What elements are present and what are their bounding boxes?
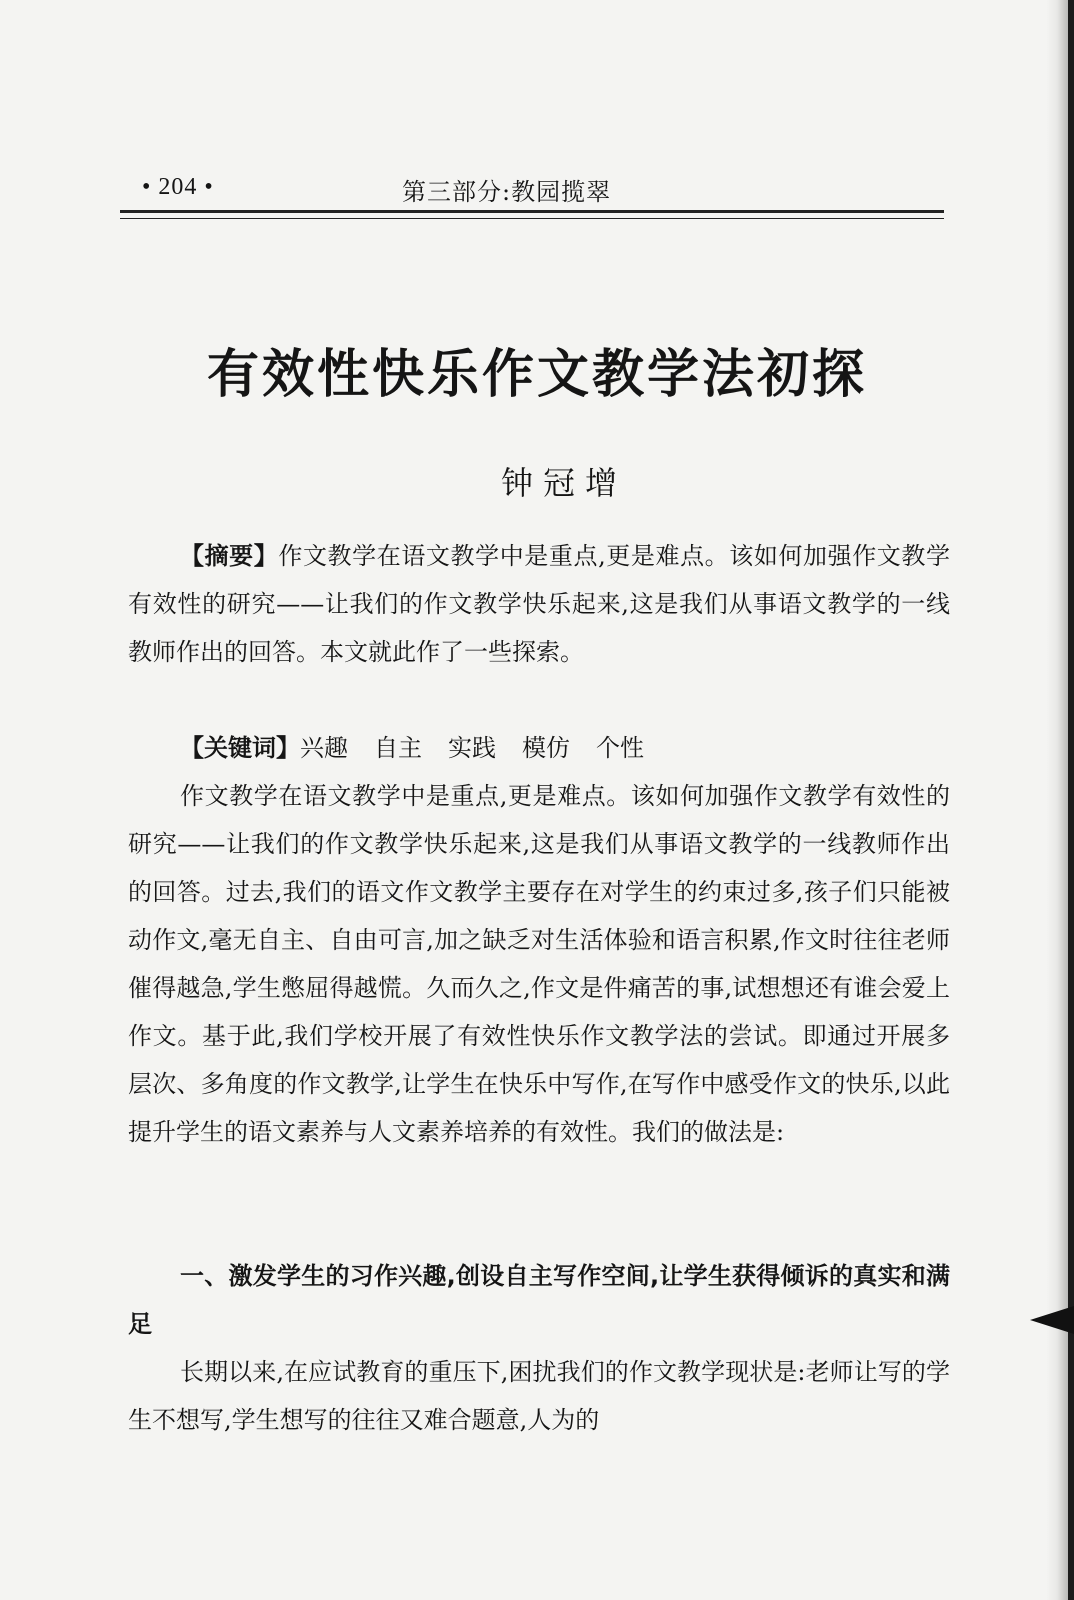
abstract-label: 【摘要】 (180, 542, 279, 570)
abstract (128, 532, 950, 676)
article-author: 钟冠增 (500, 464, 627, 502)
running-header (122, 172, 942, 204)
page-number: • 204 • (142, 174, 214, 200)
article-title: 有效性快乐作文教学法初探 (206, 345, 867, 405)
keyword: 自主 (374, 734, 422, 762)
header-rule-thick (120, 210, 944, 213)
keywords-label: 【关键词】 (180, 734, 300, 762)
keyword: 模仿 (522, 734, 570, 762)
header-rule-thin (120, 218, 944, 219)
keywords (128, 724, 950, 772)
keyword: 个性 (596, 734, 644, 762)
paragraph-text: 作文教学在语文教学中是重点,更是难点。该如何加强作文教学有效性的研究——让我们的作文教学快乐起来,这是我们从事语文教学的一线教师作出的回答。过去,我们的语文作文教学主要存在对学生的约束过多,孩子们只能被动作文,毫无自主、自由可言,加之缺乏对生活体验和语言积累,作文时往往老师催得越急,学生憋屈得越慌。久而久之,作文是件痛苦的事,试想想还有谁会爱上作文。基于此,我们学校开展了有效性快乐作文教学法的尝试。即通过开展多层次、多角度的作文教学,让学生在快乐中写作,在写作中感受作文的快乐,以此提升学生的语文素养与人文素养培养的有效性。我们的做法是: (128, 782, 950, 1146)
paragraph-text: 长期以来,在应试教育的重压下,困扰我们的作文教学现状是:老师让写的学生不想写,学生想写的往往又难合题意,人为的 (128, 1358, 950, 1434)
binder-clip-mark (1030, 1306, 1074, 1334)
body-paragraph-1 (128, 772, 950, 1156)
keyword: 兴趣 (300, 734, 348, 762)
body-paragraph-2 (128, 1348, 950, 1444)
section-title: 第三部分:教园揽翠 (402, 178, 612, 206)
keyword: 实践 (448, 734, 496, 762)
scan-edge (1068, 0, 1074, 1600)
abstract-text: 作文教学在语文教学中是重点,更是难点。该如何加强作文教学有效性的研究——让我们的作文教学快乐起来,这是我们从事语文教学的一线教师作出的回答。本文就此作了一些探索。 (128, 542, 950, 666)
section-1 (128, 1252, 950, 1348)
section-heading: 一、激发学生的习作兴趣,创设自主写作空间,让学生获得倾诉的真实和满足 (128, 1262, 950, 1338)
